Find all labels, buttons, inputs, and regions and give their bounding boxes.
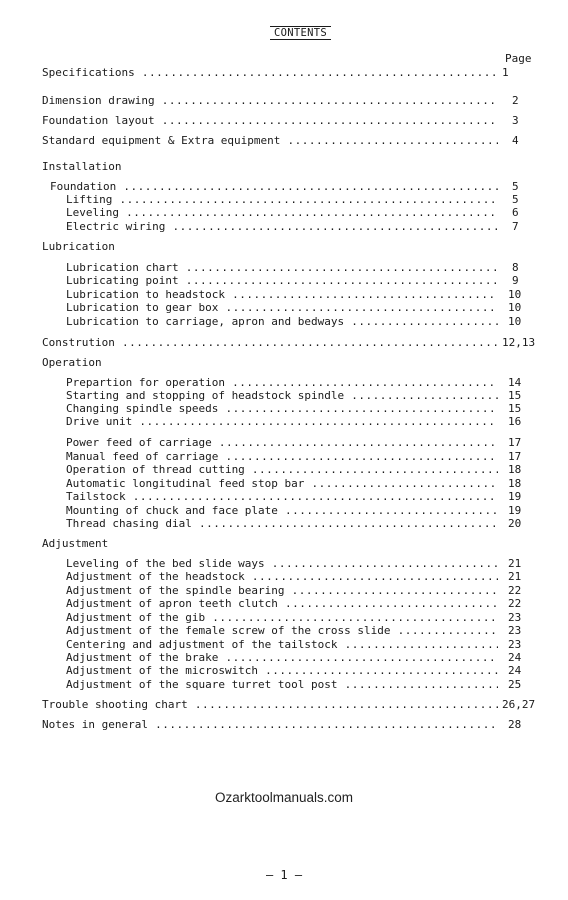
toc-entry [0, 315, 568, 329]
toc-entry [0, 557, 568, 571]
toc-entry [0, 651, 568, 665]
toc-entry-label: Lubrication to carriage, apron and bedways ..... [66, 315, 498, 329]
section-heading: Operation [42, 356, 102, 369]
toc-entry-label: Notes in general ..... [42, 718, 498, 732]
toc-entry-label: Lifting ..... [66, 193, 498, 207]
toc-entry [0, 463, 568, 477]
toc-entry-page: 10 [508, 315, 522, 328]
toc-entry-page: 20 [508, 517, 522, 530]
toc-entry [0, 517, 568, 531]
toc-entry-label: Dimension drawing ..... [42, 94, 498, 108]
toc-entry-page: 23 [508, 624, 522, 637]
toc-entry [0, 638, 568, 652]
toc-entry-page: 24 [508, 664, 522, 677]
toc-entry-page: 15 [508, 402, 522, 415]
toc-entry-label: Adjustment of the spindle bearing ..... [66, 584, 498, 598]
toc-entry-label: Starting and stopping of headstock spindle ..... [66, 389, 498, 403]
toc-entry-label: Leveling of the bed slide ways ..... [66, 557, 498, 571]
toc-entry [0, 66, 568, 80]
toc-entry-label: Adjustment of the microswitch ..... [66, 664, 498, 678]
toc-entry-label: Lubricating point ..... [66, 274, 498, 288]
section-heading: Lubrication [42, 240, 115, 253]
toc-entry-label: Tailstock ..... [66, 490, 498, 504]
toc-entry-page: 12,13 [502, 336, 536, 349]
toc-entry-label: Adjustment of the gib ..... [66, 611, 498, 625]
toc-entry [0, 114, 568, 128]
toc-entry-label: Electric wiring ..... [66, 220, 498, 234]
toc-entry-page: 1 [502, 66, 509, 79]
toc-entry-page: 6 [512, 206, 519, 219]
toc-entry [0, 415, 568, 429]
toc-entry-label: Lubrication to gear box ..... [66, 301, 498, 315]
toc-entry [0, 597, 568, 611]
toc-entry [0, 301, 568, 315]
toc-entry-page: 4 [512, 134, 519, 147]
toc-entry-label: Specifications ..... [42, 66, 498, 80]
toc-entry-label: Adjustment of the square turret tool post ..... [66, 678, 498, 692]
toc-entry-label: Centering and adjustment of the tailstock ..... [66, 638, 498, 652]
toc-entry-page: 7 [512, 220, 519, 233]
toc-entry-page: 16 [508, 415, 522, 428]
toc-entry-page: 17 [508, 450, 522, 463]
toc-entry [0, 477, 568, 491]
toc-entry-page: 15 [508, 389, 522, 402]
toc-entry [0, 624, 568, 638]
toc-entry-label: Lubrication to headstock ..... [66, 288, 498, 302]
toc-entry-label: Foundation ..... [50, 180, 498, 194]
toc-entry [0, 336, 568, 350]
section-heading: Installation [42, 160, 122, 173]
section-heading: Adjustment [42, 537, 109, 550]
toc-entry-page: 10 [508, 301, 522, 314]
toc-entry-page: 21 [508, 557, 522, 570]
toc-entry [0, 402, 568, 416]
toc-entry [0, 678, 568, 692]
toc-entry [0, 376, 568, 390]
toc-entry-page: 21 [508, 570, 522, 583]
toc-entry-label: Prepartion for operation ..... [66, 376, 498, 390]
toc-entry [0, 570, 568, 584]
toc-entry [0, 718, 568, 732]
toc-entry [0, 698, 568, 712]
toc-entry-label: Operation of thread cutting ..... [66, 463, 498, 477]
toc-entry-label: Manual feed of carriage ..... [66, 450, 498, 464]
toc-entry [0, 450, 568, 464]
toc-entry-label: Standard equipment & Extra equipment ..... [42, 134, 498, 148]
toc-entry-label: Adjustment of the brake ..... [66, 651, 498, 665]
toc-entry-page: 22 [508, 597, 522, 610]
toc-entry-page: 26,27 [502, 698, 536, 711]
toc-entry-page: 14 [508, 376, 522, 389]
toc-entry-page: 8 [512, 261, 519, 274]
toc-entry [0, 206, 568, 220]
toc-entry-page: 19 [508, 504, 522, 517]
toc-entry-page: 24 [508, 651, 522, 664]
toc-entry-label: Changing spindle speeds ..... [66, 402, 498, 416]
toc-entry-page: 22 [508, 584, 522, 597]
toc-entry-label: Constrution ..... [42, 336, 498, 350]
toc-entry-page: 18 [508, 463, 522, 476]
page-number: — 1 — [265, 868, 303, 882]
toc-entry-page: 18 [508, 477, 522, 490]
toc-entry-page: 5 [512, 193, 519, 206]
toc-entry-label: Leveling ..... [66, 206, 498, 220]
toc-entry-label: Adjustment of apron teeth clutch ..... [66, 597, 498, 611]
website-watermark: Ozarktoolmanuals.com [214, 790, 354, 805]
toc-entry-label: Adjustment of the female screw of the cross slide ..... [66, 624, 498, 638]
toc-entry-page: 25 [508, 678, 522, 691]
toc-entry-page: 9 [512, 274, 519, 287]
toc-entry-page: 19 [508, 490, 522, 503]
toc-entry-label: Mounting of chuck and face plate ..... [66, 504, 498, 518]
toc-entry-page: 3 [512, 114, 519, 127]
toc-entry-page: 28 [508, 718, 522, 731]
toc-entry-label: Power feed of carriage ..... [66, 436, 498, 450]
toc-entry-label: Drive unit ..... [66, 415, 498, 429]
toc-entry-label: Lubrication chart ..... [66, 261, 498, 275]
toc-entry-page: 17 [508, 436, 522, 449]
toc-entry [0, 134, 568, 148]
toc-entry [0, 389, 568, 403]
toc-entry [0, 490, 568, 504]
toc-entry [0, 193, 568, 207]
toc-entry [0, 274, 568, 288]
contents-title: CONTENTS [270, 26, 331, 40]
toc-entry [0, 220, 568, 234]
toc-entry-label: Automatic longitudinal feed stop bar ..... [66, 477, 498, 491]
toc-entry [0, 94, 568, 108]
toc-entry [0, 436, 568, 450]
toc-entry [0, 261, 568, 275]
page-column-header: Page [505, 52, 532, 65]
toc-entry-page: 2 [512, 94, 519, 107]
toc-entry-label: Foundation layout ..... [42, 114, 498, 128]
toc-entry [0, 584, 568, 598]
toc-entry [0, 504, 568, 518]
toc-entry-label: Adjustment of the headstock ..... [66, 570, 498, 584]
toc-entry-label: Thread chasing dial ..... [66, 517, 498, 531]
toc-entry-page: 10 [508, 288, 522, 301]
toc-entry [0, 180, 568, 194]
toc-entry [0, 664, 568, 678]
toc-entry-page: 5 [512, 180, 519, 193]
toc-entry-label: Trouble shooting chart ..... [42, 698, 498, 712]
toc-entry [0, 611, 568, 625]
toc-entry-page: 23 [508, 638, 522, 651]
toc-entry-page: 23 [508, 611, 522, 624]
toc-entry [0, 288, 568, 302]
